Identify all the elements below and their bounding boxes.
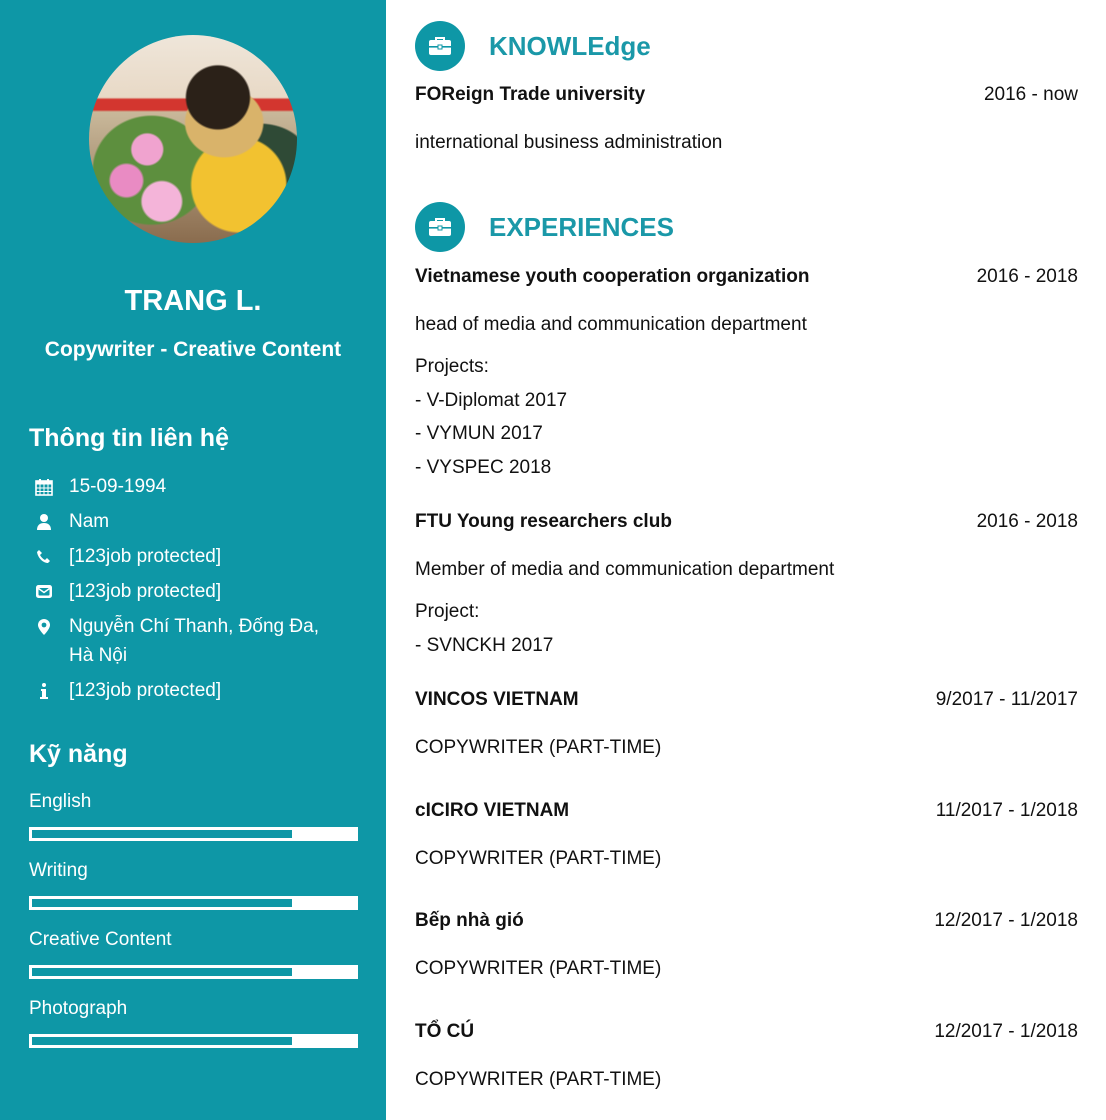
entry-name: Vietnamese youth cooperation organization: [415, 266, 810, 287]
entry-detail: Projects:: [415, 356, 489, 377]
user-icon: [34, 507, 54, 536]
entry-date: 9/2017 - 11/2017: [935, 689, 1078, 710]
contact-heading: Thông tin liên hệ: [29, 424, 229, 452]
experience-entry: [415, 511, 1078, 533]
contact-birthdate: [34, 472, 364, 501]
entry-date: 11/2017 - 1/2018: [935, 800, 1078, 821]
skill-bar: [29, 827, 358, 841]
contact-email: [34, 577, 364, 606]
entry-detail: - V-Diplomat 2017: [415, 390, 568, 411]
education-entry: [415, 84, 1078, 106]
contact-value: Nguyễn Chí Thanh, Đống Đa, Hà Nội: [69, 616, 319, 666]
entry-name: VINCOS VIETNAM: [415, 689, 579, 710]
contact-value: [123job protected]: [69, 581, 222, 602]
briefcase-icon: [415, 202, 465, 252]
experiences-title: EXPERIENCES: [489, 211, 674, 242]
skill-label: Creative Content: [29, 929, 172, 950]
entry-detail: COPYWRITER (PART-TIME): [415, 737, 662, 758]
entry-name: FTU Young researchers club: [415, 511, 672, 532]
entry-date: 2016 - 2018: [976, 266, 1078, 287]
entry-name: FOReign Trade university: [415, 84, 646, 105]
skill-item: [29, 790, 359, 859]
experience-entry: [415, 800, 1078, 822]
entry-detail: - VYMUN 2017: [415, 423, 543, 444]
phone-icon: [34, 542, 54, 571]
entry-detail: COPYWRITER (PART-TIME): [415, 1069, 662, 1090]
experiences-section-header: [415, 202, 674, 252]
skill-item: [29, 997, 359, 1066]
entry-date: 2016 - now: [983, 84, 1078, 105]
calendar-icon: [34, 472, 54, 501]
profile-name: TRANG L.: [124, 285, 262, 317]
skills-list: [29, 790, 359, 1066]
map-marker-icon: [34, 612, 54, 641]
entry-detail: Member of media and communication department: [415, 559, 835, 580]
entry-name: Bếp nhà gió: [415, 910, 524, 931]
contact-value: [123job protected]: [69, 546, 222, 567]
skill-label: English: [29, 791, 92, 812]
contact-info: [34, 676, 364, 705]
entry-name: cICIRO VIETNAM: [415, 800, 570, 821]
skill-bar: [29, 896, 358, 910]
entry-detail: COPYWRITER (PART-TIME): [415, 958, 662, 979]
skill-label: Photograph: [29, 998, 128, 1019]
skill-fill: [32, 830, 292, 838]
contact-address: [34, 612, 364, 670]
experience-entry: [415, 689, 1078, 711]
knowledge-title: KNOWLEdge: [489, 30, 651, 61]
contact-list: [34, 472, 364, 711]
entry-detail: COPYWRITER (PART-TIME): [415, 848, 662, 869]
entry-date: 12/2017 - 1/2018: [934, 1021, 1078, 1042]
entry-detail: - VYSPEC 2018: [415, 457, 552, 478]
contact-phone: [34, 542, 364, 571]
skill-item: [29, 859, 359, 928]
entry-detail: head of media and communication department: [415, 314, 807, 335]
avatar: [89, 35, 297, 243]
entry-detail: Project:: [415, 601, 480, 622]
skill-fill: [32, 968, 292, 976]
skill-label: Writing: [29, 860, 88, 881]
entry-date: 12/2017 - 1/2018: [934, 910, 1078, 931]
knowledge-section-header: [415, 21, 651, 71]
contact-value: 15-09-1994: [69, 476, 167, 497]
entry-date: 2016 - 2018: [976, 511, 1078, 532]
info-icon: [34, 676, 54, 705]
entry-detail: international business administration: [415, 132, 723, 153]
entry-name: TỔ CÚ: [415, 1021, 475, 1042]
entry-detail: - SVNCKH 2017: [415, 635, 554, 656]
skill-fill: [32, 899, 292, 907]
skill-item: [29, 928, 359, 997]
experience-entry: [415, 910, 1078, 932]
experience-entry: [415, 266, 1078, 288]
skill-bar: [29, 965, 358, 979]
skill-fill: [32, 1037, 292, 1045]
contact-gender: [34, 507, 364, 536]
skill-bar: [29, 1034, 358, 1048]
envelope-icon: [34, 577, 54, 606]
sidebar: [0, 0, 386, 1120]
contact-value: Nam: [69, 511, 110, 532]
contact-value: [123job protected]: [69, 680, 222, 701]
briefcase-icon: [415, 21, 465, 71]
experience-entry: [415, 1021, 1078, 1043]
skills-heading: Kỹ năng: [29, 740, 128, 768]
profile-title: Copywriter - Creative Content: [44, 338, 342, 361]
